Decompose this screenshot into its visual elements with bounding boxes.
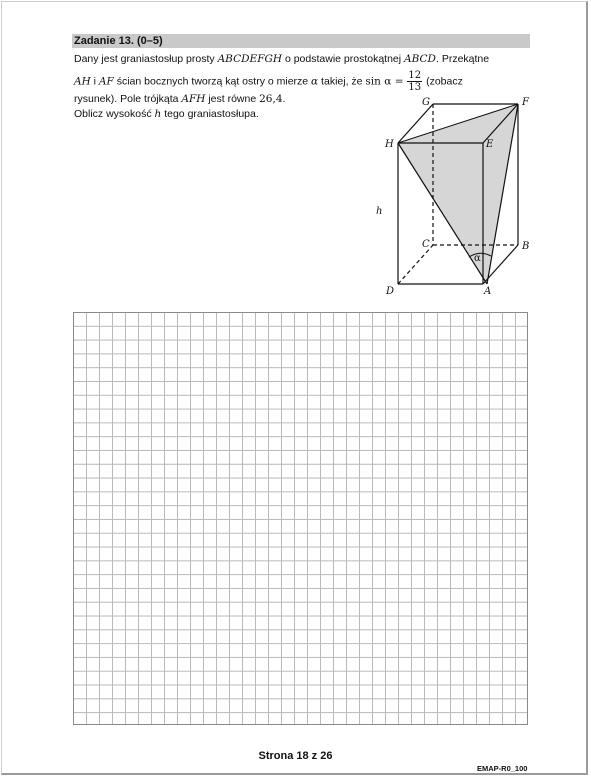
document-code: EMAP-R0_100 [477,764,528,773]
math-alpha: α [311,75,319,88]
text: ścian bocznych tworzą kąt ostry o mierze [113,75,312,88]
label-d: D [386,286,395,297]
fraction [407,70,422,93]
task-title: Zadanie 13. (0–5) [74,35,163,47]
prism-figure [360,92,540,302]
text: (zobacz [423,75,463,88]
task-line-2 [74,70,463,93]
label-g: G [422,97,430,108]
page-number: Strona 18 z 26 [258,750,333,762]
math-af: AF [98,75,114,88]
math-sin-alpha: sin α = [365,75,404,88]
task-header [72,34,530,48]
label-c: C [422,239,430,250]
label-b: B [522,241,530,252]
fraction-numerator: 12 [408,70,422,81]
label-h: H [385,139,394,150]
math-prism: ABCDEFGH [217,53,283,65]
math-area-value: 26,4 [259,93,283,105]
answer-grid[interactable] [73,312,528,725]
label-a: A [484,286,492,297]
text: . [282,93,286,105]
prism-drawing [360,92,540,302]
task-line-1 [74,52,489,66]
label-height: h [376,206,383,217]
text: . Przekątne [435,53,490,65]
text: i [90,75,99,88]
math-base: ABCD [404,53,436,65]
fraction-denominator: 13 [408,82,422,93]
text: jest równe [205,93,260,105]
text: o podstawie prostokątnej [282,53,405,65]
text: rysunek). Pole trójkąta [74,93,182,105]
math-afh: AFH [181,93,206,105]
triangle-afh [398,104,518,284]
edge-dc-hidden [398,245,433,284]
text: Oblicz wysokość [74,108,155,120]
task-line-3 [74,92,285,106]
label-e: E [486,139,494,150]
text: takiej, że [318,75,366,88]
task-line-4 [74,107,259,121]
label-f: F [522,97,529,108]
text: Dany jest graniastosłup prosty [74,53,218,65]
math-ah: AH [74,75,91,88]
label-alpha: α [474,253,481,264]
text: tego graniastosłupa. [161,108,259,120]
math-h: h [154,108,162,120]
